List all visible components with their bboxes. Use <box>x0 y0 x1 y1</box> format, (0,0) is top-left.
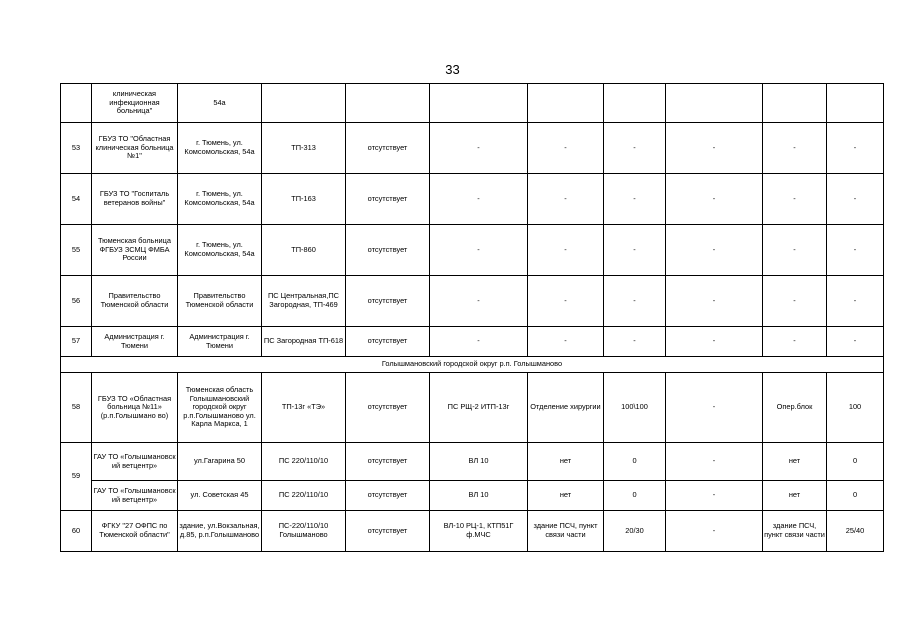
cell-name: Тюменская больница ФГБУЗ ЗСМЦ ФМБА России <box>92 225 178 276</box>
cell-empty <box>666 84 763 123</box>
table-row <box>61 327 884 357</box>
cell-empty <box>763 84 827 123</box>
cell-c8: - <box>604 174 666 225</box>
cell-c7: - <box>528 225 604 276</box>
cell-address: Правительство Тюменской области <box>178 276 262 327</box>
cell-c6: - <box>430 276 528 327</box>
cell-address: Тюменская область Голышмановский городской округ р.п.Голышманово ул. Карла Маркса, 1 <box>178 373 262 443</box>
cell-source: ПС Центральная,ПС Загородная, ТП-469 <box>262 276 346 327</box>
cell-address: г. Тюмень, ул. Комсомольская, 54а <box>178 123 262 174</box>
cell-c10: - <box>763 327 827 357</box>
cell-c6: ВЛ-10 РЦ-1, КТП51Г ф.МЧС <box>430 511 528 552</box>
cell-c9: - <box>666 225 763 276</box>
cell-backup: отсутствует <box>346 373 430 443</box>
table-row <box>61 511 884 552</box>
cell-backup: отсутствует <box>346 481 430 511</box>
cell-c9: - <box>666 481 763 511</box>
cell-c7: - <box>528 123 604 174</box>
cell-c9: - <box>666 511 763 552</box>
cell-c7: - <box>528 327 604 357</box>
cell-num: 56 <box>61 276 92 327</box>
cell-name: ГБУЗ ТО "Госпиталь ветеранов войны" <box>92 174 178 225</box>
cell-c10: Опер.блок <box>763 373 827 443</box>
cell-c7: Отделение хирургии <box>528 373 604 443</box>
cell-num: 58 <box>61 373 92 443</box>
table-row <box>61 276 884 327</box>
cell-name: клиническая инфекционная больница" <box>92 84 178 123</box>
cell-c10: - <box>763 123 827 174</box>
cell-c11: 25/40 <box>827 511 884 552</box>
cell-c7: - <box>528 276 604 327</box>
cell-address: ул.Гагарина 50 <box>178 443 262 481</box>
cell-c8: - <box>604 327 666 357</box>
cell-backup: отсутствует <box>346 511 430 552</box>
cell-c11: - <box>827 225 884 276</box>
table-row <box>61 174 884 225</box>
page-number: 33 <box>445 62 460 77</box>
section-row <box>61 357 884 373</box>
cell-c9: - <box>666 123 763 174</box>
cell-name: ГАУ ТО «Голышмановск ий ветцентр» <box>92 443 178 481</box>
cell-c6: - <box>430 123 528 174</box>
cell-c11: 0 <box>827 443 884 481</box>
cell-c11: - <box>827 174 884 225</box>
cell-address: Администрация г. Тюмени <box>178 327 262 357</box>
cell-c11: - <box>827 123 884 174</box>
cell-c10: - <box>763 276 827 327</box>
cell-backup: отсутствует <box>346 225 430 276</box>
cell-c9: - <box>666 443 763 481</box>
cell-c8: - <box>604 276 666 327</box>
section-title: Голышмановский городской округ р.п. Голышманово <box>61 357 884 373</box>
cell-source: ТП-313 <box>262 123 346 174</box>
cell-backup: отсутствует <box>346 123 430 174</box>
cell-c9: - <box>666 373 763 443</box>
cell-num: 60 <box>61 511 92 552</box>
cell-c9: - <box>666 174 763 225</box>
cell-backup: отсутствует <box>346 327 430 357</box>
cell-source: ТП-860 <box>262 225 346 276</box>
cell-c11: 0 <box>827 481 884 511</box>
cell-name: ГАУ ТО «Голышмановск ий ветцентр» <box>92 481 178 511</box>
cell-num: 54 <box>61 174 92 225</box>
cell-empty <box>262 84 346 123</box>
cell-c10: - <box>763 174 827 225</box>
cell-c7: нет <box>528 481 604 511</box>
cell-c8: - <box>604 225 666 276</box>
cell-source: ТП-163 <box>262 174 346 225</box>
cell-c7: - <box>528 174 604 225</box>
table-row <box>61 84 884 123</box>
cell-empty <box>604 84 666 123</box>
cell-c10: - <box>763 225 827 276</box>
table-row <box>61 123 884 174</box>
cell-address: ул. Советская 45 <box>178 481 262 511</box>
cell-c8: 0 <box>604 481 666 511</box>
cell-empty <box>528 84 604 123</box>
cell-c10: здание ПСЧ, пункт связи части <box>763 511 827 552</box>
cell-c6: ПС РЩ-2 ИТП-13г <box>430 373 528 443</box>
cell-address: здание, ул.Вокзальная, д.85, р.п.Голышманово <box>178 511 262 552</box>
cell-backup: отсутствует <box>346 174 430 225</box>
cell-c7: здание ПСЧ, пункт связи части <box>528 511 604 552</box>
cell-source: ПС 220/110/10 <box>262 481 346 511</box>
cell-c8: 20/30 <box>604 511 666 552</box>
cell-name: ГБУЗ ТО "Областная клиническая больница №1" <box>92 123 178 174</box>
cell-c6: - <box>430 327 528 357</box>
cell-c7: нет <box>528 443 604 481</box>
cell-name: Администрация г. Тюмени <box>92 327 178 357</box>
cell-empty <box>430 84 528 123</box>
cell-c6: - <box>430 225 528 276</box>
cell-c9: - <box>666 327 763 357</box>
cell-c6: ВЛ 10 <box>430 481 528 511</box>
cell-address: г. Тюмень, ул. Комсомольская, 54а <box>178 225 262 276</box>
cell-name: ФГКУ "27 ОФПС по Тюменской области" <box>92 511 178 552</box>
cell-c11: - <box>827 327 884 357</box>
table-row <box>61 443 884 481</box>
cell-source: ПС-220/110/10 Голышманово <box>262 511 346 552</box>
cell-num: 59 <box>61 443 92 511</box>
cell-num <box>61 84 92 123</box>
cell-c6: ВЛ 10 <box>430 443 528 481</box>
cell-name: ГБУЗ ТО «Областная больница №11» (р.п.Голышмано во) <box>92 373 178 443</box>
cell-backup: отсутствует <box>346 276 430 327</box>
cell-c8: 100\100 <box>604 373 666 443</box>
cell-name: Правительство Тюменской области <box>92 276 178 327</box>
table-row <box>61 373 884 443</box>
cell-source: ТП-13г «ТЭ» <box>262 373 346 443</box>
cell-c11: - <box>827 276 884 327</box>
cell-backup: отсутствует <box>346 443 430 481</box>
cell-address: 54а <box>178 84 262 123</box>
cell-empty <box>346 84 430 123</box>
cell-c10: нет <box>763 443 827 481</box>
cell-c9: - <box>666 276 763 327</box>
cell-empty <box>827 84 884 123</box>
table-row <box>61 225 884 276</box>
cell-c8: 0 <box>604 443 666 481</box>
cell-source: ПС 220/110/10 <box>262 443 346 481</box>
cell-num: 53 <box>61 123 92 174</box>
cell-c10: нет <box>763 481 827 511</box>
data-table <box>60 83 884 552</box>
table-row <box>61 481 884 511</box>
cell-c6: - <box>430 174 528 225</box>
cell-address: г. Тюмень, ул. Комсомольская, 54а <box>178 174 262 225</box>
cell-source: ПС Загородная ТП-618 <box>262 327 346 357</box>
cell-num: 55 <box>61 225 92 276</box>
cell-c8: - <box>604 123 666 174</box>
cell-num: 57 <box>61 327 92 357</box>
cell-c11: 100 <box>827 373 884 443</box>
